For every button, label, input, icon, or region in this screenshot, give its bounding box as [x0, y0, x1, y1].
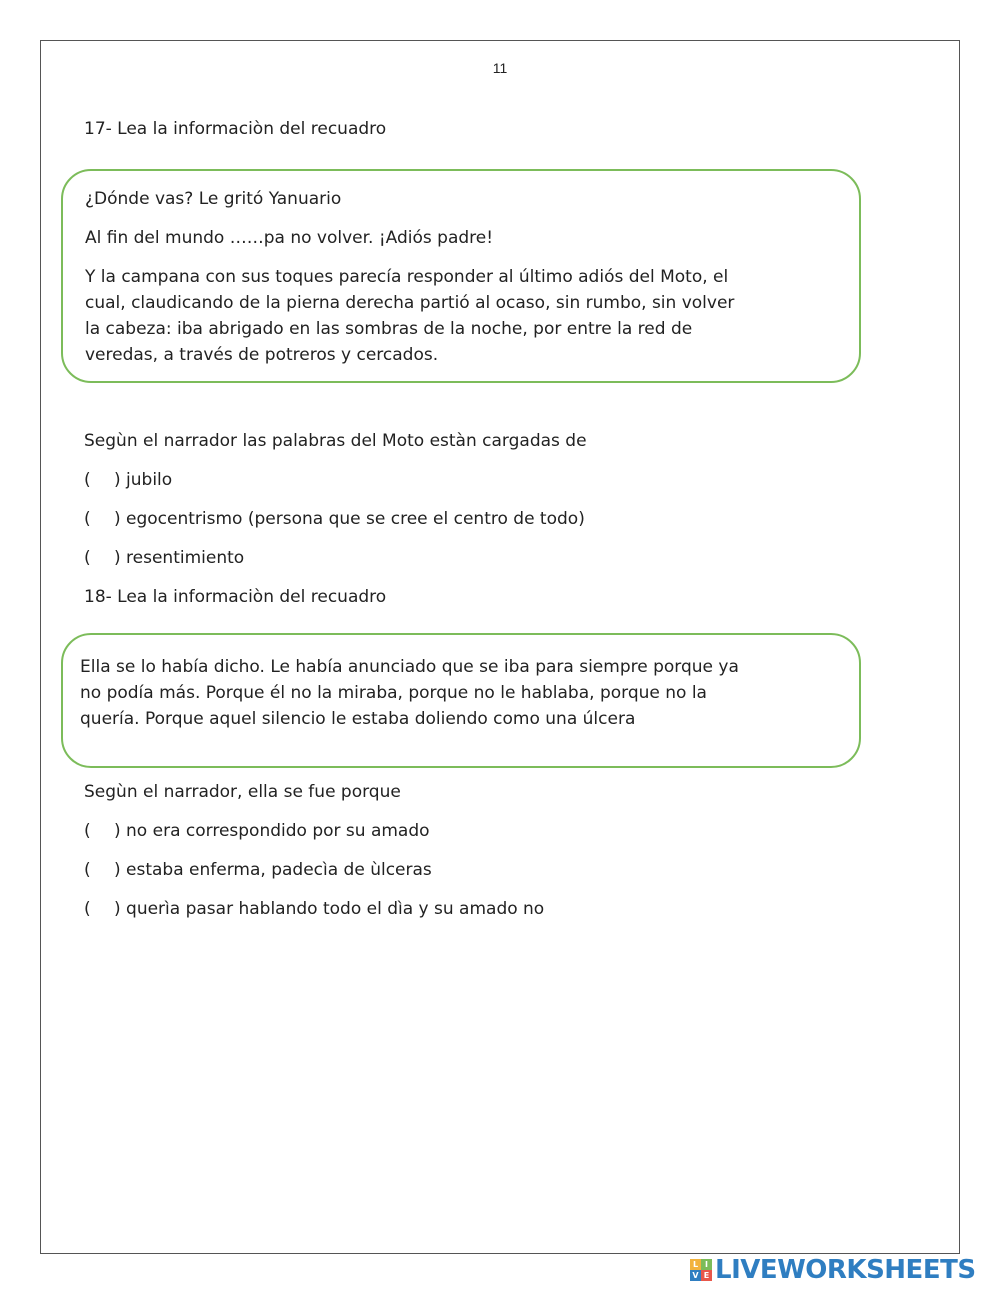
q17-quote-line: cual, claudicando de la pierna derecha partió al ocaso, sin rumbo, sin volver — [85, 293, 735, 313]
q18-option-2[interactable] — [84, 857, 432, 883]
q18-quote-line: Ella se lo había dicho. Le había anunciado que se iba para siempre porque ya — [80, 657, 739, 677]
q17-quote-line: la cabeza: iba abrigado en las sombras de la noche, por entre la red de — [85, 319, 693, 339]
liveworksheets-logo-icon: L I V E — [690, 1259, 712, 1281]
option-checkbox[interactable]: ( — [84, 821, 91, 841]
q17-option-2[interactable] — [84, 506, 585, 532]
q17-quote-line: ¿Dónde vas? Le gritó Yanuario — [85, 189, 342, 209]
option-text: ) egocentrismo (persona que se cree el centro de todo) — [114, 509, 585, 529]
option-checkbox[interactable]: ( — [84, 860, 91, 880]
q17-quote-box — [61, 169, 861, 383]
option-checkbox[interactable]: ( — [84, 509, 91, 529]
q17-quote-line: Al fin del mundo ……pa no volver. ¡Adiós padre! — [85, 228, 494, 248]
option-text: ) resentimiento — [114, 548, 245, 568]
q17-quote-line: Y la campana con sus toques parecía responder al último adiós del Moto, el — [85, 267, 729, 287]
q17-quote-line: veredas, a través de potreros y cercados. — [85, 345, 439, 365]
q17-prompt: Segùn el narrador las palabras del Moto estàn cargadas de — [84, 431, 587, 451]
q18-quote-box — [61, 633, 861, 768]
liveworksheets-brand[interactable] — [690, 1255, 976, 1285]
option-checkbox[interactable]: ( — [84, 899, 91, 919]
q18-option-1[interactable] — [84, 818, 430, 844]
q18-quote-line: no podía más. Porque él no la miraba, porque no le hablaba, porque no la — [80, 683, 707, 703]
brand-name: LIVEWORKSHEETS — [715, 1255, 976, 1285]
page-number: 11 — [492, 60, 508, 76]
q18-heading: 18- Lea la informaciòn del recuadro — [84, 587, 387, 607]
option-checkbox[interactable]: ( — [84, 548, 91, 568]
option-text: ) jubilo — [114, 470, 173, 490]
q17-option-3[interactable] — [84, 545, 244, 571]
q18-prompt: Segùn el narrador, ella se fue porque — [84, 782, 401, 802]
q18-quote-line: quería. Porque aquel silencio le estaba doliendo como una úlcera — [80, 709, 636, 729]
q17-heading: 17- Lea la informaciòn del recuadro — [84, 119, 387, 139]
option-text: ) querìa pasar hablando todo el dìa y su amado no — [114, 899, 545, 919]
q18-option-3[interactable] — [84, 896, 544, 922]
q17-option-1[interactable] — [84, 467, 172, 493]
option-checkbox[interactable]: ( — [84, 470, 91, 490]
option-text: ) no era correspondido por su amado — [114, 821, 430, 841]
option-text: ) estaba enferma, padecìa de ùlceras — [114, 860, 432, 880]
